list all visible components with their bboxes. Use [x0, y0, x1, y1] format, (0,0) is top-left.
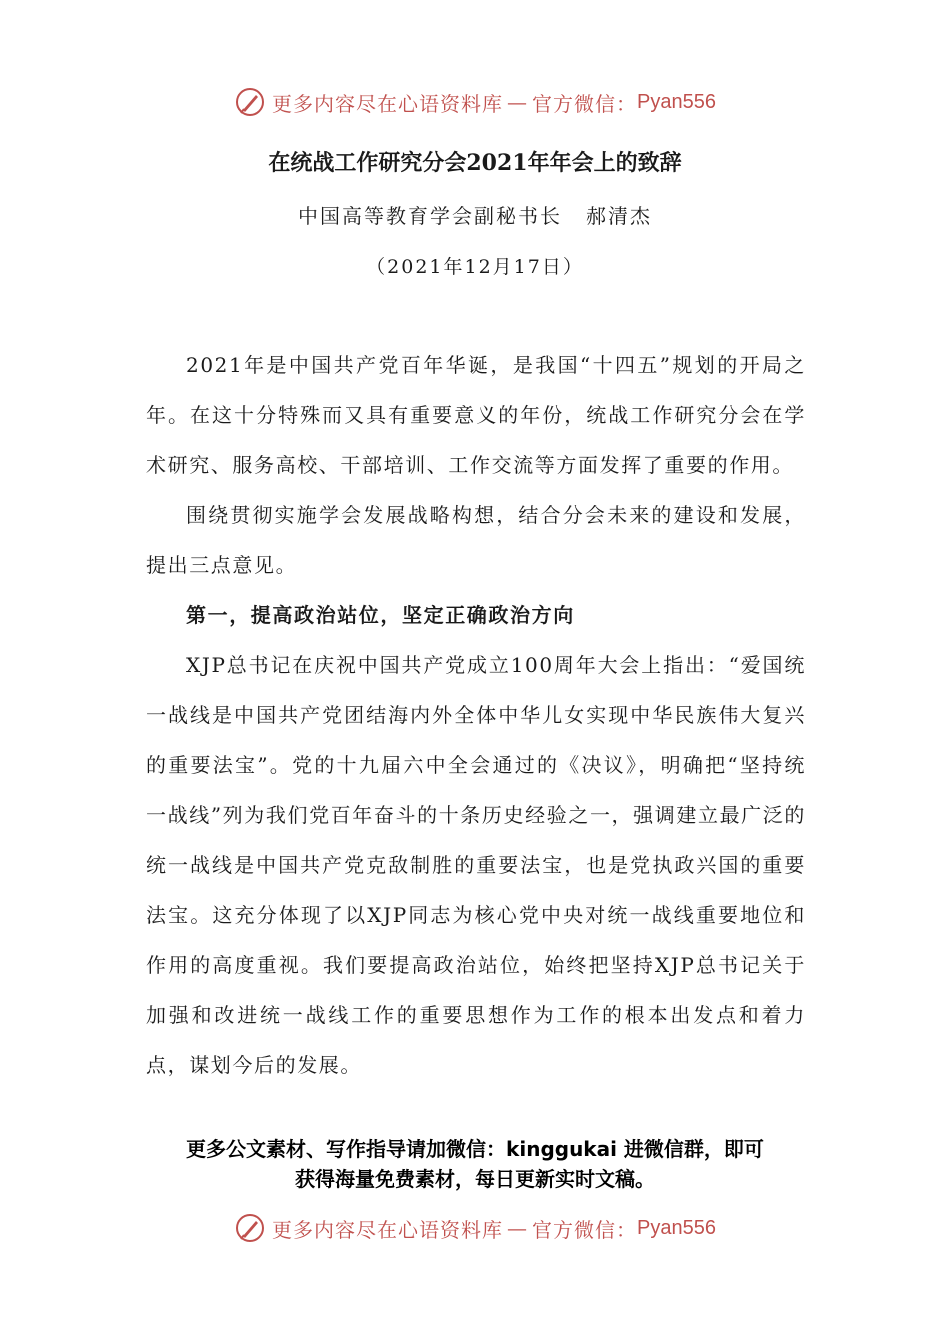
section-paragraph: XJP总书记在庆祝中国共产党成立100周年大会上指出：“爱国统一战线是中国共产党团结海内外全体中华儿女实现中华民族伟大复兴的重要法宝”。党的十九届六中全会通过的《决议》，明确把“坚持统一战线”列为我们党百年奋斗的十条历史经验之一，强调建立最广泛的统一战线是中国共产党克敌制胜的重要法宝，也是党执政兴国的重要法宝。这充分体现了以XJP同志为核心党中央对统一战线重要地位和作用的高度重视。我们要提高政治站位，始终把坚持XJP总书记关于加强和改进统一战线工作的重要思想作为工作的根本出发点和着力点，谋划今后的发展。	[146, 653, 806, 1077]
promo-notice	[0, 1134, 950, 1194]
body-paragraph: 2021年是中国共产党百年华诞，是我国“十四五”规划的开局之年。在这十分特殊而又具有重要意义的年份，统战工作研究分会在学术研究、服务高校、干部培训、工作交流等方面发挥了重要的作用。	[146, 353, 806, 477]
footer-watermark	[0, 1212, 950, 1244]
author-line	[0, 200, 950, 229]
watermark-text: 更多内容尽在心语资料库	[272, 1217, 504, 1242]
author-name: 郝清杰	[586, 204, 652, 228]
document-title: 在统战工作研究分会2021年年会上的致辞	[268, 150, 682, 176]
section-heading: 第一，提高政治站位，坚定正确政治方向	[186, 603, 575, 627]
document-body	[146, 340, 806, 1090]
document-date: （2021年12月17日）	[366, 256, 584, 278]
watermark-label: 官方微信：	[532, 91, 638, 116]
quill-pen-icon	[234, 86, 266, 118]
watermark-text: 更多内容尽在心语资料库	[272, 91, 504, 116]
watermark-wechat-id: Pyan556	[637, 1216, 716, 1239]
author-org: 中国高等教育学会副秘书长	[298, 204, 562, 228]
watermark-label: 官方微信：	[532, 1217, 638, 1242]
body-paragraph: 围绕贯彻实施学会发展战略构想，结合分会未来的建设和发展，提出三点意见。	[146, 503, 806, 577]
quill-pen-icon	[234, 1212, 266, 1244]
promo-line-1: 更多公文素材、写作指导请加微信：kinggukai 进微信群，即可	[186, 1137, 764, 1161]
watermark-separator: —	[507, 1216, 529, 1240]
watermark-wechat-id: Pyan556	[637, 90, 716, 113]
header-watermark	[0, 86, 950, 118]
watermark-separator: —	[507, 90, 529, 114]
promo-line-2: 获得海量免费素材，每日更新实时文稿。	[295, 1167, 655, 1191]
